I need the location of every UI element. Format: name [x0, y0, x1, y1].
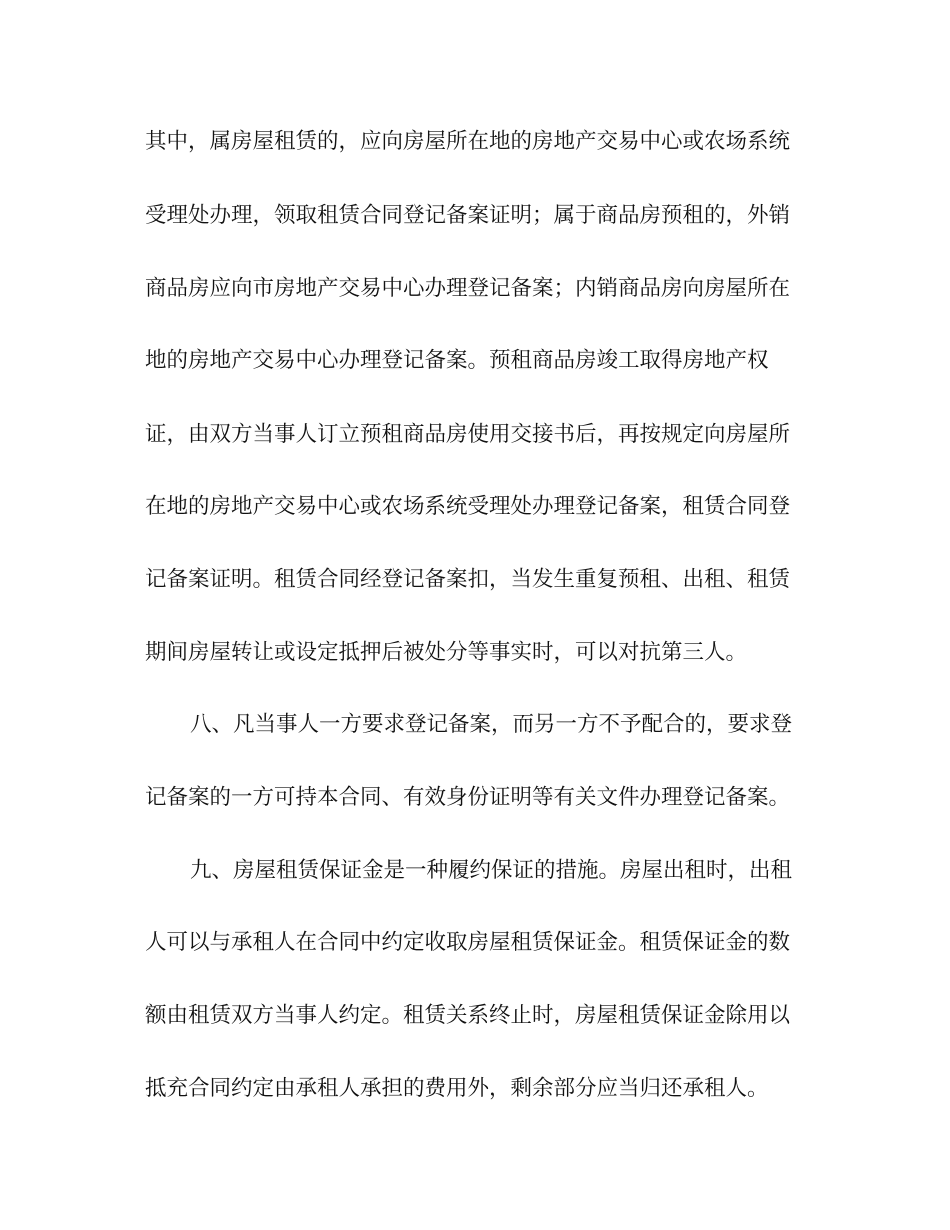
text-line: 地的房地产交易中心办理登记备案。预租商品房竣工取得房地产权 [145, 348, 769, 373]
text-line: 抵充合同约定由承租人承担的费用外，剩余部分应当归还承租人。 [145, 1076, 769, 1101]
paragraph-start-line: 八、凡当事人一方要求登记备案，而另一方不予配合的，要求登 [190, 712, 793, 737]
text-line: 人可以与承租人在合同中约定收取房屋租赁保证金。租赁保证金的数 [145, 930, 791, 955]
text-line: 期间房屋转让或设定抵押后被处分等事实时，可以对抗第三人。 [145, 640, 748, 665]
text-line: 记备案证明。租赁合同经登记备案扣，当发生重复预租、出租、租赁 [145, 567, 791, 592]
text-line: 额由租赁双方当事人约定。租赁关系终止时，房屋租赁保证金除用以 [145, 1003, 791, 1028]
text-line: 商品房应向市房地产交易中心办理登记备案；内销商品房向房屋所在 [145, 276, 791, 301]
text-line: 记备案的一方可持本合同、有效身份证明等有关文件办理登记备案。 [145, 785, 791, 810]
text-line: 受理处办理，领取租赁合同登记备案证明；属于商品房预租的，外销 [145, 203, 791, 228]
paragraph-start-line: 九、房屋租赁保证金是一种履约保证的措施。房屋出租时，出租 [190, 858, 793, 883]
text-line: 证，由双方当事人订立预租商品房使用交接书后，再按规定向房屋所 [145, 422, 791, 447]
text-line: 在地的房地产交易中心或农场系统受理处办理登记备案，租赁合同登 [145, 494, 791, 519]
text-line: 其中，属房屋租赁的，应向房屋所在地的房地产交易中心或农场系统 [145, 129, 791, 154]
